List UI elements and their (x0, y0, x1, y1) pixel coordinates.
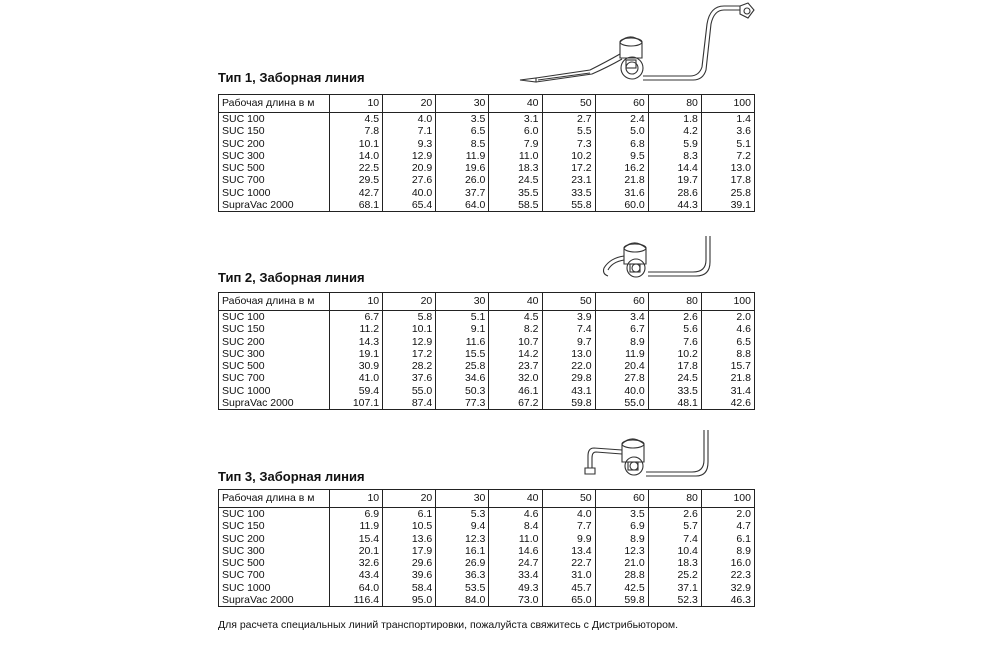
value-cell: 23.1 (542, 174, 595, 186)
value-cell: 10.7 (489, 336, 542, 348)
value-cell: 19.6 (436, 162, 489, 174)
value-cell: 7.7 (542, 520, 595, 532)
value-cell: 116.4 (330, 594, 383, 607)
value-cell: 3.9 (542, 311, 595, 324)
table-row (219, 360, 755, 372)
performance-table (218, 94, 755, 212)
value-cell: 48.1 (648, 397, 701, 410)
value-cell: 10.2 (542, 150, 595, 162)
value-cell: 7.9 (489, 138, 542, 150)
value-cell: 31.6 (595, 187, 648, 199)
value-cell: 42.5 (595, 582, 648, 594)
value-cell: 28.6 (648, 187, 701, 199)
value-cell: 4.2 (648, 125, 701, 137)
value-cell: 8.4 (489, 520, 542, 532)
value-cell: 13.0 (542, 348, 595, 360)
model-cell: SUC 200 (219, 138, 330, 150)
model-cell: SUC 200 (219, 336, 330, 348)
value-cell: 31.4 (701, 385, 754, 397)
value-cell: 33.5 (648, 385, 701, 397)
value-cell: 17.2 (542, 162, 595, 174)
value-cell: 35.5 (489, 187, 542, 199)
table-row (219, 199, 755, 212)
model-cell: SUC 500 (219, 557, 330, 569)
column-header: 10 (330, 490, 383, 508)
value-cell: 26.0 (436, 174, 489, 186)
value-cell: 3.5 (595, 508, 648, 521)
table-row (219, 582, 755, 594)
value-cell: 39.1 (701, 199, 754, 212)
column-header: 10 (330, 293, 383, 311)
value-cell: 6.8 (595, 138, 648, 150)
value-cell: 5.8 (383, 311, 436, 324)
value-cell: 2.6 (648, 508, 701, 521)
model-cell: SUC 100 (219, 311, 330, 324)
value-cell: 11.9 (330, 520, 383, 532)
value-cell: 13.0 (701, 162, 754, 174)
value-cell: 4.6 (489, 508, 542, 521)
section-title: Тип 1, Заборная линия (218, 70, 365, 85)
value-cell: 55.0 (595, 397, 648, 410)
model-cell: SUC 1000 (219, 385, 330, 397)
column-header: 60 (595, 293, 648, 311)
value-cell: 32.6 (330, 557, 383, 569)
column-header: 40 (489, 490, 542, 508)
performance-table (218, 292, 755, 410)
value-cell: 20.9 (383, 162, 436, 174)
value-cell: 21.8 (701, 372, 754, 384)
value-cell: 77.3 (436, 397, 489, 410)
value-cell: 9.9 (542, 533, 595, 545)
value-cell: 95.0 (383, 594, 436, 607)
value-cell: 10.1 (383, 323, 436, 335)
value-cell: 10.5 (383, 520, 436, 532)
value-cell: 1.4 (701, 113, 754, 126)
value-cell: 7.2 (701, 150, 754, 162)
value-cell: 59.8 (542, 397, 595, 410)
column-header: 40 (489, 95, 542, 113)
value-cell: 37.7 (436, 187, 489, 199)
model-cell: SUC 500 (219, 360, 330, 372)
value-cell: 21.0 (595, 557, 648, 569)
value-cell: 9.1 (436, 323, 489, 335)
value-cell: 31.0 (542, 569, 595, 581)
value-cell: 39.6 (383, 569, 436, 581)
value-cell: 23.7 (489, 360, 542, 372)
model-cell: SUC 1000 (219, 187, 330, 199)
value-cell: 7.3 (542, 138, 595, 150)
value-cell: 6.9 (595, 520, 648, 532)
model-cell: SUC 150 (219, 520, 330, 532)
value-cell: 5.1 (436, 311, 489, 324)
value-cell: 7.1 (383, 125, 436, 137)
value-cell: 11.0 (489, 533, 542, 545)
header-length-label: Рабочая длина в м (219, 95, 330, 113)
column-header: 30 (436, 95, 489, 113)
value-cell: 15.7 (701, 360, 754, 372)
value-cell: 6.0 (489, 125, 542, 137)
value-cell: 25.8 (701, 187, 754, 199)
value-cell: 10.4 (648, 545, 701, 557)
table-row (219, 113, 755, 126)
table-row (219, 557, 755, 569)
value-cell: 12.9 (383, 150, 436, 162)
value-cell: 36.3 (436, 569, 489, 581)
value-cell: 24.5 (489, 174, 542, 186)
model-cell: SUC 300 (219, 348, 330, 360)
table-row (219, 569, 755, 581)
value-cell: 5.9 (648, 138, 701, 150)
table-row (219, 508, 755, 521)
model-cell: SUC 300 (219, 150, 330, 162)
table-row (219, 348, 755, 360)
value-cell: 28.8 (595, 569, 648, 581)
model-cell: SupraVac 2000 (219, 397, 330, 410)
value-cell: 68.1 (330, 199, 383, 212)
value-cell: 65.0 (542, 594, 595, 607)
value-cell: 5.7 (648, 520, 701, 532)
value-cell: 37.6 (383, 372, 436, 384)
model-cell: SUC 500 (219, 162, 330, 174)
section-title: Тип 2, Заборная линия (218, 270, 365, 285)
value-cell: 4.6 (701, 323, 754, 335)
value-cell: 7.4 (648, 533, 701, 545)
column-header: 20 (383, 95, 436, 113)
value-cell: 11.9 (436, 150, 489, 162)
table-row (219, 533, 755, 545)
table-row (219, 174, 755, 186)
value-cell: 6.7 (330, 311, 383, 324)
table-row (219, 520, 755, 532)
value-cell: 13.6 (383, 533, 436, 545)
value-cell: 34.6 (436, 372, 489, 384)
value-cell: 14.3 (330, 336, 383, 348)
value-cell: 10.1 (330, 138, 383, 150)
value-cell: 24.7 (489, 557, 542, 569)
value-cell: 20.1 (330, 545, 383, 557)
value-cell: 49.3 (489, 582, 542, 594)
model-cell: SUC 300 (219, 545, 330, 557)
model-cell: SUC 700 (219, 569, 330, 581)
value-cell: 41.0 (330, 372, 383, 384)
model-cell: SUC 700 (219, 174, 330, 186)
value-cell: 58.5 (489, 199, 542, 212)
value-cell: 16.1 (436, 545, 489, 557)
value-cell: 3.1 (489, 113, 542, 126)
model-cell: SUC 200 (219, 533, 330, 545)
column-header: 30 (436, 490, 489, 508)
value-cell: 2.7 (542, 113, 595, 126)
value-cell: 4.0 (383, 113, 436, 126)
column-header: 100 (701, 490, 754, 508)
value-cell: 14.4 (648, 162, 701, 174)
header-row (219, 293, 755, 311)
value-cell: 28.2 (383, 360, 436, 372)
value-cell: 17.8 (701, 174, 754, 186)
value-cell: 3.6 (701, 125, 754, 137)
value-cell: 5.0 (595, 125, 648, 137)
value-cell: 22.7 (542, 557, 595, 569)
value-cell: 13.4 (542, 545, 595, 557)
performance-table (218, 489, 755, 607)
value-cell: 9.7 (542, 336, 595, 348)
model-cell: SUC 150 (219, 323, 330, 335)
value-cell: 6.1 (383, 508, 436, 521)
value-cell: 8.3 (648, 150, 701, 162)
column-header: 100 (701, 95, 754, 113)
value-cell: 3.5 (436, 113, 489, 126)
value-cell: 9.4 (436, 520, 489, 532)
column-header: 20 (383, 293, 436, 311)
intake-line-type2-illustration (598, 234, 716, 284)
value-cell: 21.8 (595, 174, 648, 186)
value-cell: 5.3 (436, 508, 489, 521)
header-row (219, 490, 755, 508)
model-cell: SUC 700 (219, 372, 330, 384)
value-cell: 43.1 (542, 385, 595, 397)
value-cell: 45.7 (542, 582, 595, 594)
value-cell: 17.8 (648, 360, 701, 372)
value-cell: 17.2 (383, 348, 436, 360)
value-cell: 25.8 (436, 360, 489, 372)
value-cell: 6.9 (330, 508, 383, 521)
table-row (219, 336, 755, 348)
header-length-label: Рабочая длина в м (219, 490, 330, 508)
value-cell: 11.6 (436, 336, 489, 348)
value-cell: 11.9 (595, 348, 648, 360)
value-cell: 9.3 (383, 138, 436, 150)
value-cell: 12.9 (383, 336, 436, 348)
footnote: Для расчета специальных линий транспортировки, пожалуйста свяжитесь с Дистрибьютором. (218, 619, 679, 631)
table-row (219, 150, 755, 162)
value-cell: 18.3 (489, 162, 542, 174)
value-cell: 16.0 (701, 557, 754, 569)
column-header: 20 (383, 490, 436, 508)
column-header: 60 (595, 490, 648, 508)
value-cell: 8.8 (701, 348, 754, 360)
model-cell: SUC 100 (219, 508, 330, 521)
value-cell: 15.4 (330, 533, 383, 545)
table-row (219, 125, 755, 137)
value-cell: 2.0 (701, 311, 754, 324)
value-cell: 22.5 (330, 162, 383, 174)
value-cell: 29.8 (542, 372, 595, 384)
value-cell: 44.3 (648, 199, 701, 212)
value-cell: 55.0 (383, 385, 436, 397)
value-cell: 53.5 (436, 582, 489, 594)
value-cell: 16.2 (595, 162, 648, 174)
value-cell: 58.4 (383, 582, 436, 594)
table-row (219, 372, 755, 384)
value-cell: 107.1 (330, 397, 383, 410)
value-cell: 84.0 (436, 594, 489, 607)
value-cell: 59.8 (595, 594, 648, 607)
table-row (219, 311, 755, 324)
column-header: 30 (436, 293, 489, 311)
column-header: 80 (648, 95, 701, 113)
value-cell: 30.9 (330, 360, 383, 372)
value-cell: 8.9 (595, 336, 648, 348)
value-cell: 46.3 (701, 594, 754, 607)
value-cell: 29.6 (383, 557, 436, 569)
model-cell: SUC 150 (219, 125, 330, 137)
column-header: 100 (701, 293, 754, 311)
section-title: Тип 3, Заборная линия (218, 469, 365, 484)
value-cell: 64.0 (330, 582, 383, 594)
column-header: 50 (542, 95, 595, 113)
model-cell: SUC 100 (219, 113, 330, 126)
value-cell: 64.0 (436, 199, 489, 212)
value-cell: 12.3 (436, 533, 489, 545)
value-cell: 4.5 (489, 311, 542, 324)
value-cell: 2.6 (648, 311, 701, 324)
header-row (219, 95, 755, 113)
value-cell: 6.7 (595, 323, 648, 335)
value-cell: 55.8 (542, 199, 595, 212)
value-cell: 26.9 (436, 557, 489, 569)
value-cell: 8.9 (595, 533, 648, 545)
value-cell: 8.5 (436, 138, 489, 150)
value-cell: 4.5 (330, 113, 383, 126)
value-cell: 15.5 (436, 348, 489, 360)
column-header: 80 (648, 293, 701, 311)
value-cell: 7.8 (330, 125, 383, 137)
column-header: 40 (489, 293, 542, 311)
value-cell: 40.0 (595, 385, 648, 397)
value-cell: 27.8 (595, 372, 648, 384)
value-cell: 29.5 (330, 174, 383, 186)
table-row (219, 545, 755, 557)
value-cell: 42.6 (701, 397, 754, 410)
column-header: 50 (542, 293, 595, 311)
value-cell: 37.1 (648, 582, 701, 594)
value-cell: 22.0 (542, 360, 595, 372)
value-cell: 33.5 (542, 187, 595, 199)
table-row (219, 397, 755, 410)
value-cell: 2.4 (595, 113, 648, 126)
value-cell: 73.0 (489, 594, 542, 607)
value-cell: 11.0 (489, 150, 542, 162)
value-cell: 5.5 (542, 125, 595, 137)
value-cell: 19.7 (648, 174, 701, 186)
value-cell: 43.4 (330, 569, 383, 581)
table-row (219, 594, 755, 607)
value-cell: 12.3 (595, 545, 648, 557)
value-cell: 7.6 (648, 336, 701, 348)
value-cell: 52.3 (648, 594, 701, 607)
value-cell: 27.6 (383, 174, 436, 186)
table-row (219, 323, 755, 335)
value-cell: 18.3 (648, 557, 701, 569)
value-cell: 25.2 (648, 569, 701, 581)
value-cell: 14.0 (330, 150, 383, 162)
value-cell: 60.0 (595, 199, 648, 212)
value-cell: 4.0 (542, 508, 595, 521)
model-cell: SUC 1000 (219, 582, 330, 594)
value-cell: 11.2 (330, 323, 383, 335)
value-cell: 17.9 (383, 545, 436, 557)
value-cell: 87.4 (383, 397, 436, 410)
value-cell: 3.4 (595, 311, 648, 324)
value-cell: 59.4 (330, 385, 383, 397)
value-cell: 67.2 (489, 397, 542, 410)
value-cell: 42.7 (330, 187, 383, 199)
value-cell: 50.3 (436, 385, 489, 397)
header-length-label: Рабочая длина в м (219, 293, 330, 311)
value-cell: 19.1 (330, 348, 383, 360)
value-cell: 8.2 (489, 323, 542, 335)
table-row (219, 162, 755, 174)
value-cell: 5.6 (648, 323, 701, 335)
value-cell: 33.4 (489, 569, 542, 581)
value-cell: 6.5 (436, 125, 489, 137)
column-header: 50 (542, 490, 595, 508)
value-cell: 7.4 (542, 323, 595, 335)
value-cell: 20.4 (595, 360, 648, 372)
value-cell: 22.3 (701, 569, 754, 581)
value-cell: 46.1 (489, 385, 542, 397)
value-cell: 40.0 (383, 187, 436, 199)
table-row (219, 385, 755, 397)
intake-line-type3-illustration (584, 428, 714, 484)
column-header: 80 (648, 490, 701, 508)
table-row (219, 187, 755, 199)
value-cell: 32.0 (489, 372, 542, 384)
value-cell: 2.0 (701, 508, 754, 521)
value-cell: 24.5 (648, 372, 701, 384)
value-cell: 8.9 (701, 545, 754, 557)
table-row (219, 138, 755, 150)
value-cell: 10.2 (648, 348, 701, 360)
value-cell: 65.4 (383, 199, 436, 212)
value-cell: 4.7 (701, 520, 754, 532)
value-cell: 14.6 (489, 545, 542, 557)
intake-line-type1-illustration (518, 2, 758, 84)
value-cell: 1.8 (648, 113, 701, 126)
value-cell: 6.5 (701, 336, 754, 348)
value-cell: 32.9 (701, 582, 754, 594)
model-cell: SupraVac 2000 (219, 199, 330, 212)
model-cell: SupraVac 2000 (219, 594, 330, 607)
column-header: 60 (595, 95, 648, 113)
value-cell: 14.2 (489, 348, 542, 360)
value-cell: 6.1 (701, 533, 754, 545)
column-header: 10 (330, 95, 383, 113)
value-cell: 5.1 (701, 138, 754, 150)
value-cell: 9.5 (595, 150, 648, 162)
